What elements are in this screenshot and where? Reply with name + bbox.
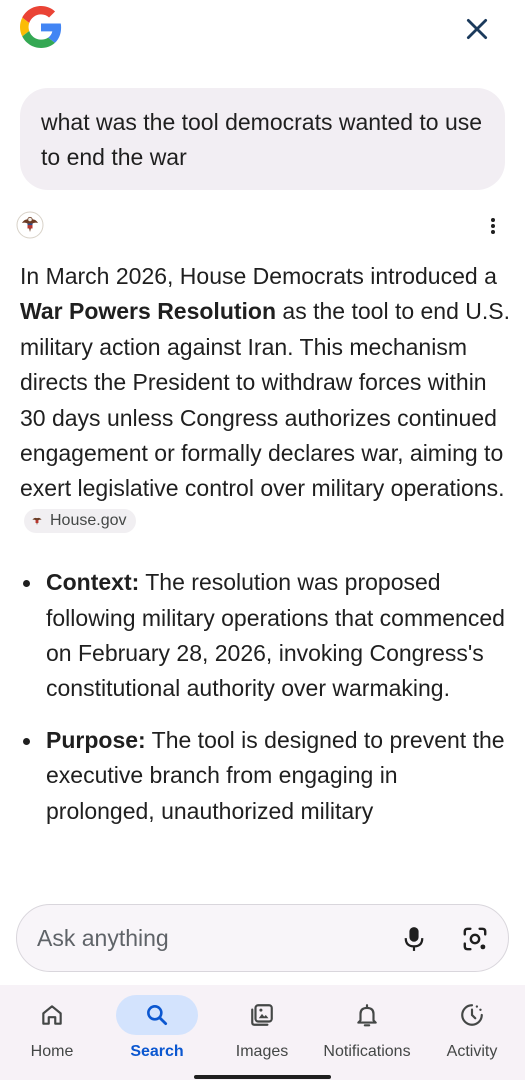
- voice-search-button[interactable]: [398, 921, 430, 957]
- bullet-dot: [23, 738, 30, 745]
- ask-input[interactable]: [16, 904, 509, 972]
- user-query-bubble: what was the tool democrats wanted to use to end the war: [20, 88, 505, 190]
- bullet-label: Context:: [46, 569, 140, 596]
- intro-text: In March 2026, House Democrats introduced a: [20, 263, 497, 289]
- nav-label: Images: [235, 1043, 289, 1060]
- ask-input-placeholder: Ask anything: [37, 925, 169, 951]
- answer-bullet-list: [20, 565, 512, 829]
- nav-item-notifications[interactable]: [317, 995, 417, 1067]
- more-options-button[interactable]: [483, 213, 503, 239]
- nav-label: Home: [30, 1043, 74, 1060]
- answer-intro: [20, 259, 512, 542]
- microphone-icon: [403, 925, 425, 953]
- bell-icon: [354, 1002, 380, 1028]
- intro-text-continued: as the tool to end U.S. military action against Iran. This mechanism directs the President to withdraw forces within 30 days unless Congress authorizes continued engagement or formally declares war, aiming to exert legislative control over military operations.: [20, 298, 511, 502]
- search-icon: [144, 1002, 170, 1028]
- bottom-navigation: [0, 985, 525, 1080]
- ai-answer: [20, 259, 512, 845]
- bullet-dot: [23, 580, 30, 587]
- nav-item-images[interactable]: [212, 995, 312, 1067]
- nav-item-home[interactable]: [2, 995, 102, 1067]
- more-vert-icon: [490, 216, 496, 236]
- nav-item-search[interactable]: [107, 995, 207, 1067]
- bullet-text: The tool is designed to prevent the executive branch from engaging in prolonged, unauthorized military: [46, 726, 505, 824]
- images-icon: [249, 1002, 275, 1028]
- close-button[interactable]: [460, 12, 494, 46]
- gesture-home-indicator[interactable]: [194, 1075, 331, 1079]
- close-icon: [464, 16, 490, 42]
- nav-label: Search: [130, 1043, 184, 1060]
- active-indicator-pill: [116, 995, 198, 1035]
- source-chip-label: House.gov: [50, 511, 127, 529]
- bullet-text: The resolution was proposed following military operations that commenced on February 28, 2026, invoking Congress's constitutional authority over warmaking.: [46, 569, 505, 702]
- nav-item-activity[interactable]: [422, 995, 522, 1067]
- home-icon: [39, 1002, 65, 1028]
- list-item: [20, 565, 512, 707]
- lens-camera-icon: [462, 926, 488, 952]
- list-item: [20, 723, 512, 829]
- house-seal-icon: [16, 211, 44, 239]
- source-chip[interactable]: [24, 509, 136, 533]
- nav-label: Notifications: [323, 1043, 411, 1060]
- activity-icon: [459, 1002, 485, 1028]
- lens-button[interactable]: [458, 922, 492, 956]
- house-seal-icon: [29, 513, 45, 529]
- bullet-label: Purpose:: [46, 726, 146, 753]
- google-logo: [20, 6, 62, 48]
- nav-label: Activity: [446, 1043, 498, 1060]
- intro-bold-term: War Powers Resolution: [20, 298, 277, 325]
